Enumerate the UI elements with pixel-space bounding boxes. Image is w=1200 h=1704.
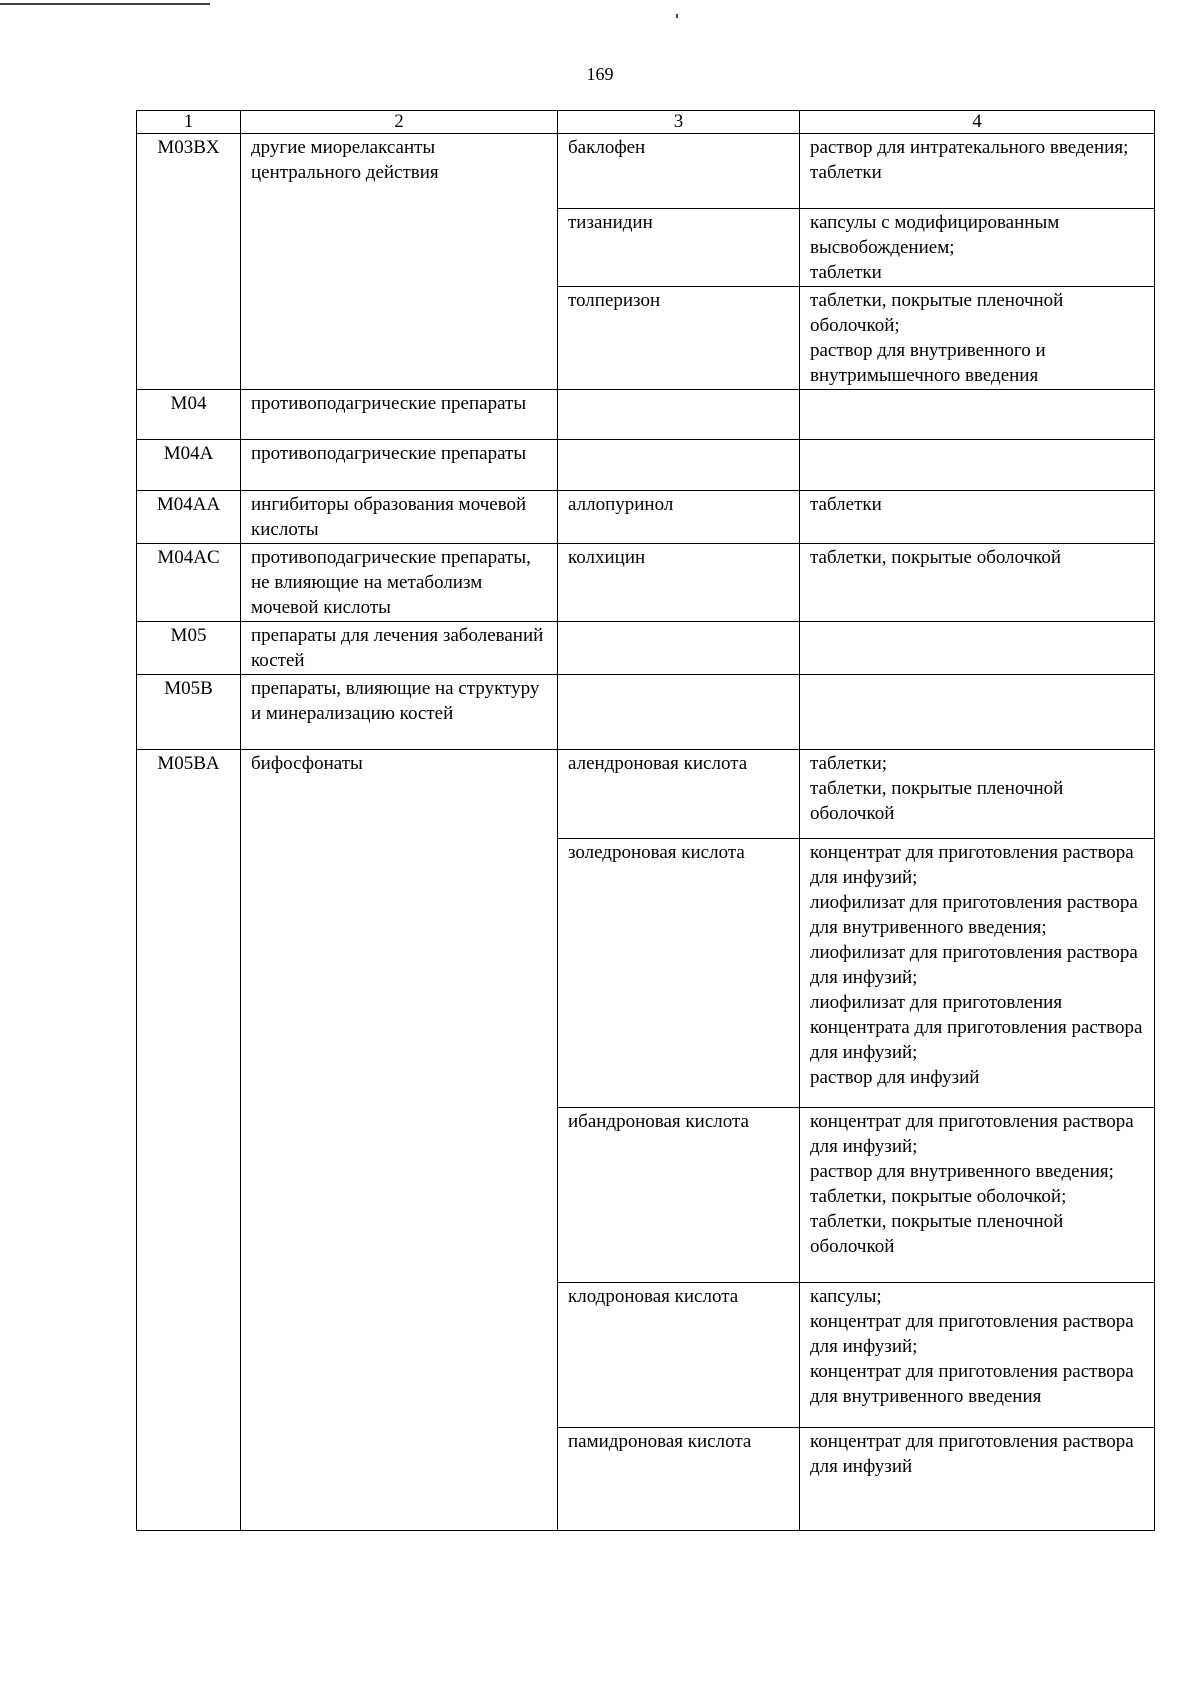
dosage-form-item: таблетки bbox=[810, 494, 882, 515]
table-row bbox=[137, 675, 1155, 750]
drug-name-cell: колхицин bbox=[558, 544, 800, 622]
dosage-form-item: лиофилизат для приготовления раствора для внутривенного введения; bbox=[810, 892, 1138, 938]
dosage-forms-cell bbox=[800, 1108, 1155, 1283]
table-row bbox=[137, 544, 1155, 622]
dosage-form-item: капсулы с модифицированным высвобождением; bbox=[810, 212, 1060, 258]
group-name-cell: противоподагрические препараты, не влияющие на метаболизм мочевой кислоты bbox=[241, 544, 558, 622]
atc-code-cell: M05BA bbox=[137, 750, 241, 1531]
group-name-cell: препараты, влияющие на структуру и минерализацию костей bbox=[241, 675, 558, 750]
dosage-form-item: таблетки, покрытые оболочкой bbox=[810, 547, 1062, 568]
page-number: 169 bbox=[586, 64, 614, 84]
group-name-cell: противоподагрические препараты bbox=[241, 390, 558, 440]
atc-code-cell: M04A bbox=[137, 440, 241, 491]
drug-name-cell bbox=[558, 675, 800, 750]
dosage-forms-cell bbox=[800, 134, 1155, 209]
dosage-forms-cell bbox=[800, 544, 1155, 622]
medication-table bbox=[136, 110, 1155, 1531]
dosage-form-item: таблетки, покрытые пленочной оболочкой bbox=[810, 778, 1064, 824]
dosage-form-item: раствор для внутривенного введения; bbox=[810, 1161, 1114, 1182]
atc-code-cell: M05 bbox=[137, 622, 241, 675]
group-name-cell: другие миорелаксанты центрального действия bbox=[241, 134, 558, 390]
group-name-cell: препараты для лечения заболеваний костей bbox=[241, 622, 558, 675]
header-col-1: 1 bbox=[137, 111, 241, 134]
dosage-form-item: таблетки, покрытые оболочкой; bbox=[810, 1186, 1067, 1207]
table-row bbox=[137, 440, 1155, 491]
group-name-cell: противоподагрические препараты bbox=[241, 440, 558, 491]
drug-name-cell: тизанидин bbox=[558, 209, 800, 287]
header-col-2: 2 bbox=[241, 111, 558, 134]
dosage-forms-cell bbox=[800, 390, 1155, 440]
drug-name-cell: аллопуринол bbox=[558, 491, 800, 544]
drug-name-cell: ибандроновая кислота bbox=[558, 1108, 800, 1283]
dosage-forms-cell bbox=[800, 209, 1155, 287]
dosage-form-item: таблетки; bbox=[810, 753, 888, 774]
table-row bbox=[137, 750, 1155, 839]
dosage-form-item: концентрат для приготовления раствора для инфузий; bbox=[810, 842, 1134, 888]
header-col-4: 4 bbox=[800, 111, 1155, 134]
dosage-form-item: таблетки bbox=[810, 162, 882, 183]
dosage-forms-cell bbox=[800, 1428, 1155, 1531]
drug-name-cell: толперизон bbox=[558, 287, 800, 390]
drug-name-cell: баклофен bbox=[558, 134, 800, 209]
dosage-form-item: концентрат для приготовления раствора для инфузий; bbox=[810, 1111, 1134, 1157]
dosage-forms-cell bbox=[800, 287, 1155, 390]
dosage-form-item: таблетки, покрытые пленочной оболочкой; bbox=[810, 290, 1064, 336]
dosage-forms-cell bbox=[800, 750, 1155, 839]
dosage-form-item: капсулы; bbox=[810, 1286, 882, 1307]
dosage-form-item: раствор для внутривенного и внутримышечного введения bbox=[810, 340, 1046, 386]
dosage-form-item: лиофилизат для приготовления раствора для инфузий; bbox=[810, 942, 1138, 988]
table-row bbox=[137, 134, 1155, 209]
group-name-cell: бифосфонаты bbox=[241, 750, 558, 1531]
dosage-form-item: лиофилизат для приготовления концентрата для приготовления раствора для инфузий; bbox=[810, 992, 1143, 1063]
atc-code-cell: M03BX bbox=[137, 134, 241, 390]
dosage-form-item: таблетки, покрытые пленочной оболочкой bbox=[810, 1211, 1064, 1257]
dosage-forms-cell bbox=[800, 622, 1155, 675]
dosage-form-item: концентрат для приготовления раствора для внутривенного введения bbox=[810, 1361, 1134, 1407]
table-row bbox=[137, 622, 1155, 675]
dosage-form-item: концентрат для приготовления раствора для инфузий bbox=[810, 1431, 1134, 1477]
dosage-form-item: концентрат для приготовления раствора для инфузий; bbox=[810, 1311, 1134, 1357]
atc-code-cell: M04AC bbox=[137, 544, 241, 622]
dosage-form-item: таблетки bbox=[810, 262, 882, 283]
header-row bbox=[137, 111, 1155, 134]
dosage-form-item: раствор для инфузий bbox=[810, 1067, 980, 1088]
dosage-forms-cell bbox=[800, 675, 1155, 750]
drug-name-cell bbox=[558, 440, 800, 491]
dosage-forms-cell bbox=[800, 491, 1155, 544]
drug-name-cell: памидроновая кислота bbox=[558, 1428, 800, 1531]
table-body bbox=[137, 134, 1155, 1531]
header-col-3: 3 bbox=[558, 111, 800, 134]
dosage-forms-cell bbox=[800, 839, 1155, 1108]
scan-line-top bbox=[0, 3, 210, 5]
drug-name-cell bbox=[558, 390, 800, 440]
scan-dot bbox=[676, 14, 678, 18]
table-row bbox=[137, 491, 1155, 544]
atc-code-cell: M04AA bbox=[137, 491, 241, 544]
atc-code-cell: M04 bbox=[137, 390, 241, 440]
dosage-forms-cell bbox=[800, 440, 1155, 491]
table-row bbox=[137, 390, 1155, 440]
dosage-forms-cell bbox=[800, 1283, 1155, 1428]
atc-code-cell: M05B bbox=[137, 675, 241, 750]
drug-name-cell bbox=[558, 622, 800, 675]
drug-name-cell: алендроновая кислота bbox=[558, 750, 800, 839]
group-name-cell: ингибиторы образования мочевой кислоты bbox=[241, 491, 558, 544]
dosage-form-item: раствор для интратекального введения; bbox=[810, 137, 1129, 158]
drug-name-cell: клодроновая кислота bbox=[558, 1283, 800, 1428]
drug-name-cell: золедроновая кислота bbox=[558, 839, 800, 1108]
